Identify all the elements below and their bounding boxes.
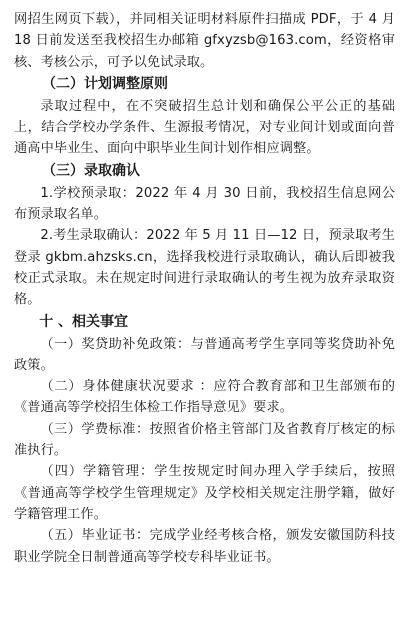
paragraph-application-submission: 网招生网页下载），并同相关证明材料原件扫描成 PDF，于 4 月 18 日前发送至我校招生办邮箱 gfxyzsb@163.com，经资格审核、考核公示，可予以免试录取。 (14, 12, 395, 70)
paragraph-graduation-certificate: （五）毕业证书：完成学业经考核合格，颁发安徽国防科技职业学院全日制普通高等学校专科毕业证书。 (14, 528, 395, 565)
paragraph-student-status: （四）学籍管理：学生按规定时间办理入学手续后，按照《普通高等学校学生管理规定》及学校相关规定注册学籍，做好学籍管理工作。 (14, 464, 395, 522)
section-heading-related-matters: 十 、相关事宜 (39, 313, 129, 330)
paragraph-pre-admission: 1.学校预录取：2022 年 4 月 30 日前，我校招生信息网公布预录取名单。 (14, 185, 395, 223)
paragraph-admission-confirmation: 2.考生录取确认：2022 年 5 月 11 日—12 日，预录取考生登录 gkbm.ahzsks.cn，选择我校进行录取确认，确认后即被我校正式录取。未在规定时间进行录取确认的考生视为放弃录取资格。 (14, 228, 395, 308)
heading-admission-confirmation: （三）录取确认 (42, 162, 140, 179)
paragraph-financial-aid: （一）奖贷助补免政策：与普通高考学生享同等奖贷助补免政策。 (14, 336, 395, 373)
paragraph-tuition-standard: （三）学费标准：按照省价格主管部门及省教育厅核定的标准执行。 (14, 421, 395, 459)
paragraph-health-requirements: （二）身体健康状况要求 ：应符合教育部和卫生部颁布的《普通高等学校招生体检工作指导意见》要求。 (14, 379, 395, 416)
paragraph-plan-adjustment: 录取过程中，在不突破招生总计划和确保公平公正的基础上，结合学校办学条件、生源报考情况，对专业间计划或面向普通高中毕业生、面向中职毕业生间计划作相应调整。 (14, 98, 395, 157)
heading-plan-adjustment: （二）计划调整原则 (42, 75, 168, 92)
